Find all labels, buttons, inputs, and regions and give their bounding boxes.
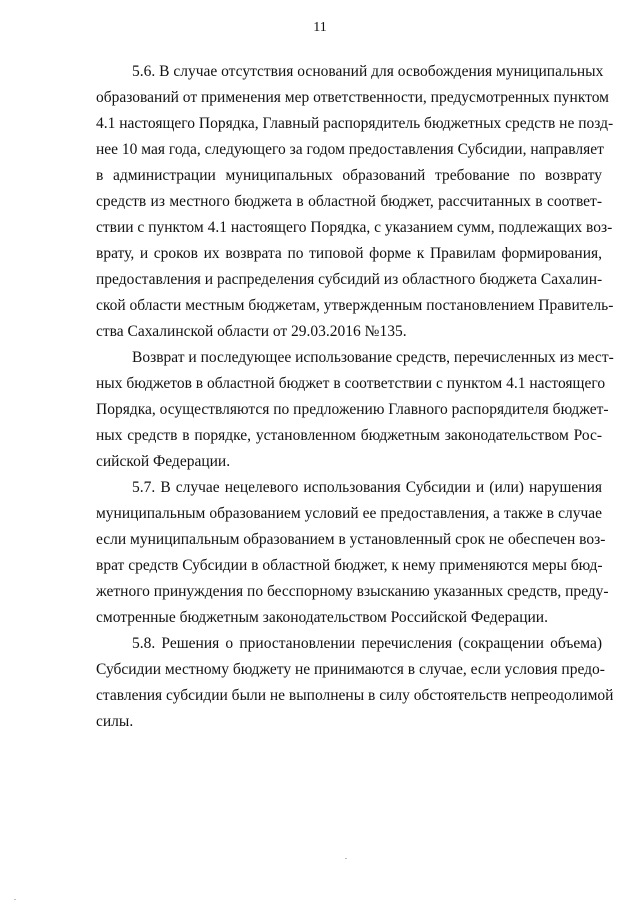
paragraph-5-6-line: образований от применения мер ответственности, предусмотренных пунктом (96, 89, 609, 106)
page-number: 11 (313, 20, 327, 35)
paragraph-5-6-line: 5.6. В случае отсутствия оснований для освобождения муниципальных (132, 63, 604, 80)
paragraph-return-line: Возврат и последующее использование средств, перечисленных из мест- (132, 349, 614, 366)
paragraph-5-8-line: ставления субсидии были не выполнены в силу обстоятельств непреодолимой (96, 687, 614, 704)
scan-speck (14, 899, 16, 900)
paragraph-5-8-line: Субсидии местному бюджету не принимаются в случае, если условия предо- (96, 661, 605, 678)
paragraph-5-7-line: жетного принуждения по бесспорному взысканию указанных средств, преду- (96, 583, 609, 600)
paragraph-return-line: сийской Федерации. (96, 453, 231, 470)
paragraph-5-6-line: 4.1 настоящего Порядка, Главный распорядитель бюджетных средств не позд- (96, 115, 614, 132)
paragraph-5-6-line: врату, и сроков их возврата по типовой форме к Правилам формирования, (96, 245, 602, 262)
paragraph-5-6-line: ствии с пунктом 4.1 настоящего Порядка, с указанием сумм, подлежащих воз- (96, 219, 613, 236)
paragraph-5-6-line: средств из местного бюджета в областной бюджет, рассчитанных в соответ- (96, 193, 602, 210)
paragraph-5-7-line: 5.7. В случае нецелевого использования Субсидии и (или) нарушения (132, 479, 602, 496)
paragraph-5-6-line: ской области местным бюджетам, утвержденным постановлением Правитель- (96, 297, 614, 314)
paragraph-5-6-line: ства Сахалинской области от 29.03.2016 №135. (96, 323, 407, 340)
paragraph-5-7-line: смотренные бюджетным законодательством Российской Федерации. (96, 609, 548, 626)
paragraph-5-6-line: в администрации муниципальных образований требование по возврату (96, 167, 602, 184)
paragraph-return-line: ных бюджетов в областной бюджет в соответствии с пунктом 4.1 настоящего (96, 375, 606, 392)
paragraph-5-7-line: если муниципальным образованием в установленный срок не обеспечен воз- (96, 531, 606, 548)
paragraph-5-6-line: нее 10 мая года, следующего за годом предоставления Субсидии, направляет (96, 141, 604, 158)
paragraph-5-8-line: силы. (96, 713, 134, 730)
paragraph-5-7-line: муниципальным образованием условий ее предоставления, а также в случае (96, 505, 602, 522)
paragraph-5-8-line: 5.8. Решения о приостановлении перечисления (сокращении объема) (132, 635, 602, 652)
paragraph-5-6-line: предоставления и распределения субсидий из областного бюджета Сахалин- (96, 271, 603, 288)
paragraph-5-7-line: врат средств Субсидии в областной бюджет, к нему применяются меры бюд- (96, 557, 603, 574)
scan-speck (345, 858, 347, 859)
paragraph-return-line: ных средств в порядке, установленном бюджетным законодательством Рос- (96, 427, 602, 444)
paragraph-return-line: Порядка, осуществляются по предложению Главного распорядителя бюджет- (96, 401, 609, 418)
